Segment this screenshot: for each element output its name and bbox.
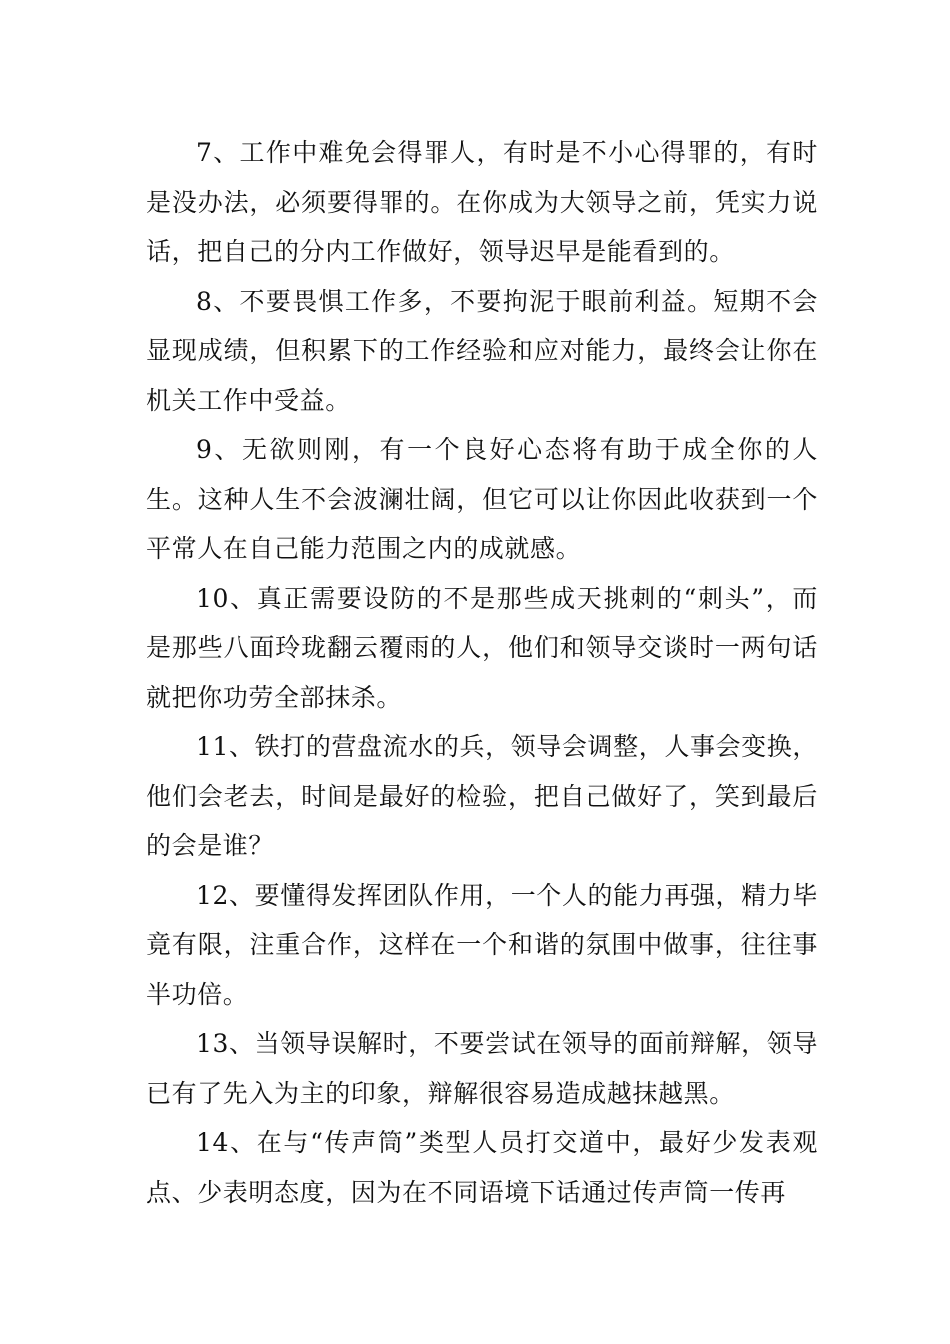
paragraph-7: 7、工作中难免会得罪人，有时是不小心得罪的，有时是没办法，必须要得罪的。在你成为大领导之前，凭实力说话，把自己的分内工作做好，领导迟早是能看到的。 [146, 138, 818, 266]
paragraph-14: 14、在与“传声筒”类型人员打交道中，最好少发表观点、少表明态度，因为在不同语境下话通过传声筒一传再 [146, 1128, 818, 1207]
paragraph-11: 11、铁打的营盘流水的兵，领导会调整，人事会变换，他们会老去，时间是最好的检验，把自己做好了，笑到最后的会是谁？ [146, 732, 818, 860]
document-body [146, 128, 818, 1217]
paragraph-9: 9、无欲则刚，有一个良好心态将有助于成全你的人生。这种人生不会波澜壮阔，但它可以让你因此收获到一个平常人在自己能力范围之内的成就感。 [146, 435, 818, 563]
paragraph-10: 10、真正需要设防的不是那些成天挑刺的“刺头”，而是那些八面玲珑翻云覆雨的人，他们和领导交谈时一两句话就把你功劳全部抹杀。 [146, 583, 818, 712]
paragraph-12: 12、要懂得发挥团队作用，一个人的能力再强，精力毕竟有限，注重合作，这样在一个和谐的氛围中做事，往往事半功倍。 [146, 880, 818, 1009]
paragraph-8: 8、不要畏惧工作多，不要拘泥于眼前利益。短期不会显现成绩，但积累下的工作经验和应对能力，最终会让你在机关工作中受益。 [146, 286, 818, 415]
paragraph-13: 13、当领导误解时，不要尝试在领导的面前辩解，领导已有了先入为主的印象，辩解很容易造成越抹越黑。 [146, 1029, 818, 1108]
